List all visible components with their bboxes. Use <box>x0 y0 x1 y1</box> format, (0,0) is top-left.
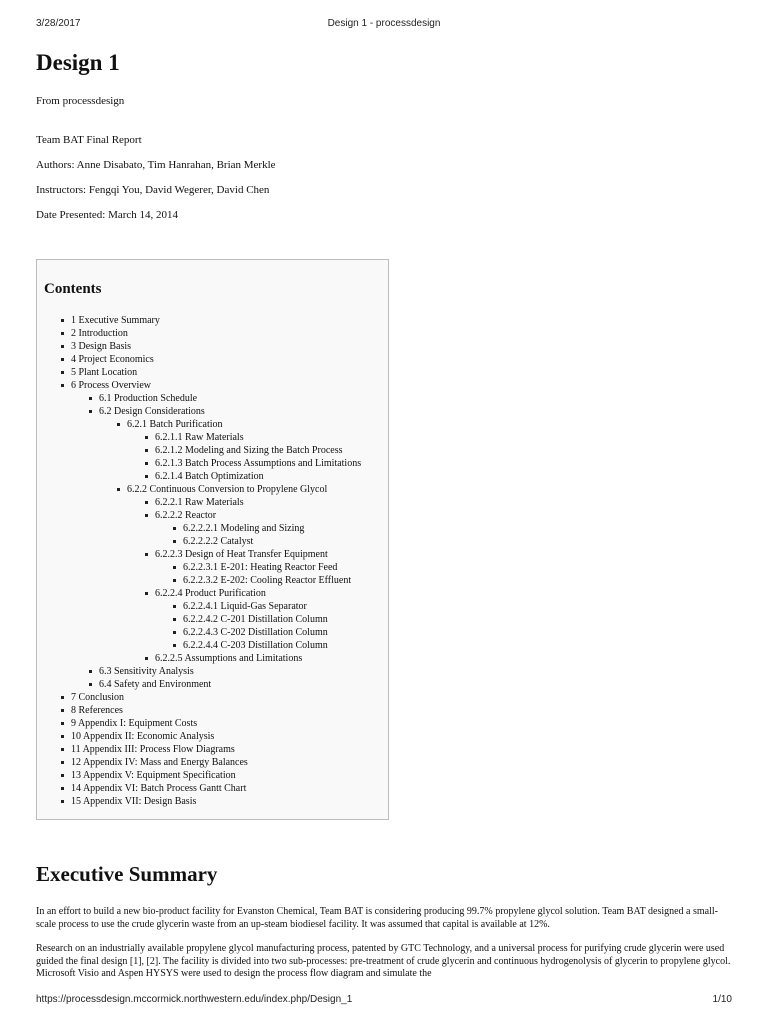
toc-item-label[interactable]: 6.2.2.3 Design of Heat Transfer Equipment <box>155 549 328 560</box>
toc-bullet-icon <box>89 397 92 400</box>
toc-item-label[interactable]: 6.2.2.3.2 E-202: Cooling Reactor Effluent <box>183 575 352 586</box>
toc-list <box>37 314 388 808</box>
toc-bullet-icon <box>173 566 176 569</box>
toc-item-label[interactable]: 14 Appendix VI: Batch Process Gantt Chart <box>71 783 247 794</box>
toc-item[interactable] <box>37 795 388 808</box>
toc-bullet-icon <box>117 488 120 491</box>
toc-item-label[interactable]: 6 Process Overview <box>71 380 151 391</box>
toc-item-label[interactable]: 6.2.1.2 Modeling and Sizing the Batch Process <box>155 445 343 456</box>
toc-item-label[interactable]: 1 Executive Summary <box>71 315 160 326</box>
toc-item-label[interactable]: 6.2.1.4 Batch Optimization <box>155 471 264 482</box>
toc-bullet-icon <box>173 644 176 647</box>
toc-bullet-icon <box>61 384 64 387</box>
toc-bullet-icon <box>117 423 120 426</box>
toc-item[interactable] <box>37 756 388 769</box>
toc-bullet-icon <box>145 436 148 439</box>
toc-item-label[interactable]: 6.1 Production Schedule <box>99 393 198 404</box>
toc-heading: Contents <box>44 281 102 297</box>
toc-item-label[interactable]: 6.4 Safety and Environment <box>99 679 212 690</box>
toc-bullet-icon <box>173 631 176 634</box>
toc-bullet-icon <box>61 761 64 764</box>
toc-item[interactable] <box>37 535 388 548</box>
toc-item-label[interactable]: 6.2.2.3.1 E-201: Heating Reactor Feed <box>183 562 338 573</box>
toc-bullet-icon <box>145 501 148 504</box>
toc-item[interactable] <box>37 574 388 587</box>
print-date: 3/28/2017 <box>36 18 81 29</box>
toc-bullet-icon <box>61 787 64 790</box>
toc-item-label[interactable]: 6.2.2.4.1 Liquid-Gas Separator <box>183 601 307 612</box>
toc-item-label[interactable]: 3 Design Basis <box>71 341 131 352</box>
toc-item[interactable] <box>37 691 388 704</box>
print-url: https://processdesign.mccormick.northwestern.edu/index.php/Design_1 <box>36 994 353 1005</box>
toc-item-label[interactable]: 6.2.2 Continuous Conversion to Propylene Glycol <box>127 484 328 495</box>
toc-item[interactable] <box>37 717 388 730</box>
page-title: Design 1 <box>36 50 120 75</box>
toc-item-label[interactable]: 6.2.2.4.2 C-201 Distillation Column <box>183 614 328 625</box>
toc-item[interactable] <box>37 522 388 535</box>
toc-item-label[interactable]: 8 References <box>71 705 123 716</box>
toc-bullet-icon <box>61 371 64 374</box>
toc-bullet-icon <box>145 553 148 556</box>
toc-item-label[interactable]: 5 Plant Location <box>71 367 138 378</box>
toc-item[interactable] <box>37 314 388 327</box>
print-footer <box>36 994 732 1008</box>
toc-item-label[interactable]: 6.2.1 Batch Purification <box>127 419 223 430</box>
toc-item-label[interactable]: 6.2.2.4.3 C-202 Distillation Column <box>183 627 328 638</box>
toc-bullet-icon <box>145 462 148 465</box>
date-presented-line: Date Presented: March 14, 2014 <box>36 209 179 221</box>
toc-item[interactable] <box>37 366 388 379</box>
toc-item-label[interactable]: 2 Introduction <box>71 328 128 339</box>
toc-item[interactable] <box>37 327 388 340</box>
toc-bullet-icon <box>61 332 64 335</box>
toc-item-label[interactable]: 6.3 Sensitivity Analysis <box>99 666 194 677</box>
toc-item-label[interactable]: 7 Conclusion <box>71 692 125 703</box>
toc-item[interactable] <box>37 639 388 652</box>
toc-item-label[interactable]: 11 Appendix III: Process Flow Diagrams <box>71 744 235 755</box>
toc-item-label[interactable]: 6.2.2.4.4 C-203 Distillation Column <box>183 640 328 651</box>
toc-item-label[interactable]: 10 Appendix II: Economic Analysis <box>71 731 215 742</box>
toc-item-label[interactable]: 6.2.1.1 Raw Materials <box>155 432 244 443</box>
toc-item[interactable] <box>37 496 388 509</box>
toc-item[interactable] <box>37 626 388 639</box>
toc-bullet-icon <box>173 605 176 608</box>
toc-item[interactable] <box>37 392 388 405</box>
toc-item[interactable] <box>37 730 388 743</box>
print-page-number: 1/10 <box>712 994 732 1005</box>
toc-bullet-icon <box>145 449 148 452</box>
toc-item-label[interactable]: 6.2.2.5 Assumptions and Limitations <box>155 653 303 664</box>
toc-item[interactable] <box>37 483 388 496</box>
toc-item[interactable] <box>37 743 388 756</box>
toc-bullet-icon <box>61 358 64 361</box>
toc-bullet-icon <box>61 319 64 322</box>
toc-bullet-icon <box>145 475 148 478</box>
toc-item[interactable] <box>37 405 388 418</box>
toc-bullet-icon <box>145 514 148 517</box>
toc-bullet-icon <box>145 592 148 595</box>
toc-item-label[interactable]: 6.2.2.2 Reactor <box>155 510 217 521</box>
toc-item-label[interactable]: 15 Appendix VII: Design Basis <box>71 796 197 807</box>
toc-item[interactable] <box>37 548 388 561</box>
toc-bullet-icon <box>61 345 64 348</box>
print-title: Design 1 - processdesign <box>327 18 441 29</box>
toc-item[interactable] <box>37 561 388 574</box>
toc-bullet-icon <box>61 722 64 725</box>
toc-item-label[interactable]: 12 Appendix IV: Mass and Energy Balances <box>71 757 248 768</box>
toc-bullet-icon <box>173 579 176 582</box>
toc-bullet-icon <box>61 800 64 803</box>
toc-item[interactable] <box>37 704 388 717</box>
toc-bullet-icon <box>61 774 64 777</box>
print-header <box>36 18 732 32</box>
toc-item[interactable] <box>37 470 388 483</box>
toc-bullet-icon <box>173 618 176 621</box>
toc-item[interactable] <box>37 769 388 782</box>
toc-item-label[interactable]: 6.2.2.2.1 Modeling and Sizing <box>183 523 305 534</box>
toc-item[interactable] <box>37 340 388 353</box>
toc-bullet-icon <box>61 735 64 738</box>
toc-item[interactable] <box>37 678 388 691</box>
authors-line: Authors: Anne Disabato, Tim Hanrahan, Brian Merkle <box>36 159 276 171</box>
toc-bullet-icon <box>61 696 64 699</box>
toc-item[interactable] <box>37 652 388 665</box>
toc-item[interactable] <box>37 665 388 678</box>
toc-item-label[interactable]: 13 Appendix V: Equipment Specification <box>71 770 236 781</box>
toc-bullet-icon <box>89 683 92 686</box>
from-line: From processdesign <box>36 95 125 107</box>
toc-item[interactable] <box>37 431 388 444</box>
toc-item-label[interactable]: 9 Appendix I: Equipment Costs <box>71 718 198 729</box>
toc-bullet-icon <box>89 670 92 673</box>
toc-item[interactable] <box>37 782 388 795</box>
toc-item[interactable] <box>37 587 388 600</box>
report-title: Team BAT Final Report <box>36 134 142 146</box>
instructors-line: Instructors: Fengqi You, David Wegerer, David Chen <box>36 184 270 196</box>
toc-bullet-icon <box>173 527 176 530</box>
toc-item-label[interactable]: 6.2.2.4 Product Purification <box>155 588 266 599</box>
executive-summary-paragraph-1: In an effort to build a new bio-product facility for Evanston Chemical, Team BAT is considering producing 99.7% propylene glycol solution. Team BAT designed a small-scale process to use the crude glycerin waste from an up-steam biodiesel facility. It was assumed that capital is available at 12%. <box>36 906 718 930</box>
toc-bullet-icon <box>145 657 148 660</box>
table-of-contents <box>36 259 389 820</box>
toc-item[interactable] <box>37 418 388 431</box>
toc-bullet-icon <box>61 709 64 712</box>
toc-item[interactable] <box>37 600 388 613</box>
toc-item[interactable] <box>37 509 388 522</box>
toc-item-label[interactable]: 6.2 Design Considerations <box>99 406 205 417</box>
executive-summary-heading: Executive Summary <box>36 862 218 886</box>
toc-item[interactable] <box>37 613 388 626</box>
toc-item[interactable] <box>37 353 388 366</box>
toc-item[interactable] <box>37 444 388 457</box>
toc-item-label[interactable]: 6.2.2.2.2 Catalyst <box>183 536 254 547</box>
toc-bullet-icon <box>61 748 64 751</box>
toc-item-label[interactable]: 4 Project Economics <box>71 354 154 365</box>
executive-summary-paragraph-2: Research on an industrially available propylene glycol manufacturing process, patented by GTC Technology, and a universal process for purifying crude glycerin were used guided the final design [1], [2]. The facility is divided into two sub-processes: pre-treatment of crude glycerin and continuous hydrogenolysis of glycerin to propylene glycol. Microsoft Visio and Aspen HYSYS were used to design the process flow diagram and simulate the <box>36 943 731 979</box>
toc-item-label[interactable]: 6.2.2.1 Raw Materials <box>155 497 244 508</box>
toc-item[interactable] <box>37 379 388 392</box>
toc-item-label[interactable]: 6.2.1.3 Batch Process Assumptions and Limitations <box>155 458 362 469</box>
toc-bullet-icon <box>173 540 176 543</box>
toc-bullet-icon <box>89 410 92 413</box>
toc-item[interactable] <box>37 457 388 470</box>
